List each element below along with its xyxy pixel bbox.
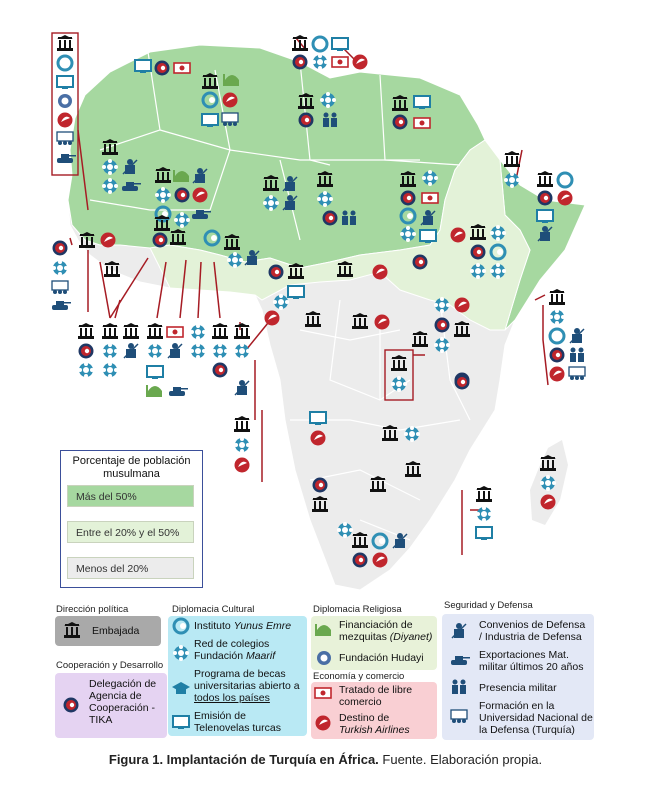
embassy-icon — [352, 532, 368, 548]
trade-icon — [414, 118, 430, 128]
legend-becas-line3: todos los países — [194, 692, 270, 704]
airline-icon — [353, 55, 368, 70]
tika-icon — [60, 694, 82, 716]
legend-destino-line1: Destino de — [339, 712, 390, 724]
tika-icon — [323, 211, 338, 226]
legend-maarif-line2 — [194, 650, 275, 662]
embassy-icon — [312, 496, 328, 512]
troops-icon — [449, 677, 469, 697]
tika-icon — [213, 363, 228, 378]
trade-icon — [174, 63, 190, 73]
legend-expo-line2: militar últimos 20 años — [479, 661, 584, 673]
embassy-icon — [337, 261, 353, 277]
legend-maarif-em: Maarif — [245, 650, 276, 662]
legend-mezq-em: (Diyanet) — [389, 631, 433, 643]
legend-embajada: Embajada — [92, 625, 140, 637]
tika-icon — [155, 61, 170, 76]
tv-icon — [414, 96, 430, 109]
legend-seguridad-title: Seguridad y Defensa — [444, 600, 533, 611]
tika-icon — [413, 255, 428, 270]
embassy-icon — [298, 93, 314, 109]
embassy-icon — [102, 139, 118, 155]
tika-icon — [53, 241, 68, 256]
classroom-icon — [222, 113, 238, 126]
legend-tele-line1: Emisión de — [194, 710, 246, 722]
embassy-icon — [123, 323, 139, 339]
airline-icon — [373, 553, 388, 568]
legend-formacion — [479, 700, 593, 736]
legend-maarif — [194, 638, 275, 662]
tika-icon — [455, 375, 470, 390]
embassy-icon — [400, 171, 416, 187]
legend-maarif-line1: Red de colegios — [194, 638, 270, 650]
embassy-icon — [212, 323, 228, 339]
tv-icon — [420, 230, 436, 243]
graduation-cap-icon — [171, 680, 191, 698]
airline-icon — [265, 311, 280, 326]
mosque-icon — [314, 621, 334, 639]
legend-yunus-em: Yunus Emre — [233, 620, 292, 632]
embassy-icon — [263, 175, 279, 191]
embassy-icon — [454, 321, 470, 337]
tika-icon — [299, 113, 314, 128]
legend-hudayi: Fundación Hudayi — [339, 652, 424, 664]
tv-icon — [202, 114, 218, 127]
embassy-icon — [292, 35, 308, 51]
trade-icon — [332, 57, 348, 67]
tika-icon — [353, 553, 368, 568]
embassy-icon — [57, 35, 73, 51]
embassy-icon — [305, 311, 321, 327]
legend-maarif-prefix: Fundación — [194, 650, 246, 662]
legend-tratado-line1: Tratado de libre — [339, 684, 413, 696]
embassy-icon — [370, 476, 386, 492]
legend-tele — [194, 710, 281, 734]
trade-icon — [167, 327, 183, 337]
embassy-icon — [352, 313, 368, 329]
tv-icon — [332, 38, 348, 51]
tv-icon — [476, 527, 492, 540]
embassy-icon — [540, 455, 556, 471]
embassy-icon — [504, 151, 520, 167]
embassy-icon — [155, 167, 171, 183]
legend-mezq-line1: Financiación de — [339, 619, 413, 631]
legend-conv-line2: / Industria de Defensa — [479, 631, 582, 643]
percent-legend — [60, 450, 203, 588]
classroom-icon — [57, 132, 73, 145]
percent-row-low: Menos del 20% — [67, 557, 194, 579]
embassy-icon — [382, 425, 398, 441]
tv-icon — [288, 286, 304, 299]
legend-politica-title: Dirección política — [56, 604, 129, 615]
embassy-icon — [104, 261, 120, 277]
classroom-icon — [569, 367, 585, 380]
embassy-icon — [392, 95, 408, 111]
hudayi-icon — [315, 649, 333, 667]
legend-tika: Delegación de Agencia de Cooperación - TIKA — [89, 678, 157, 726]
airline-icon — [550, 367, 565, 382]
classroom-icon — [52, 281, 68, 294]
airline-icon — [558, 191, 573, 206]
tika-icon — [293, 55, 308, 70]
legend-tratado — [339, 684, 412, 708]
yunus-emre-icon — [172, 617, 190, 635]
tv-icon — [135, 60, 151, 73]
embassy-icon — [170, 229, 186, 245]
legend-becas-line1: Programa de becas — [194, 668, 286, 680]
tika-icon — [550, 348, 565, 363]
legend-destino-line2 — [339, 724, 410, 736]
embassy-icon — [405, 461, 421, 477]
embassy-icon — [288, 263, 304, 279]
legend-mezq-line2 — [339, 631, 432, 643]
legend-destino-em: Turkish Airlines — [339, 724, 410, 736]
embassy-icon — [202, 73, 218, 89]
hudayi-icon — [58, 94, 72, 108]
tika-icon — [79, 344, 94, 359]
percent-row-high: Más del 50% — [67, 485, 194, 507]
legend-destino — [339, 712, 410, 736]
legend-form-line2: Universidad Nacional de — [479, 712, 593, 724]
embassy-icon — [470, 224, 486, 240]
legend-cultural-title: Diplomacia Cultural — [172, 604, 255, 615]
legend-yunus-prefix: Instituto — [194, 620, 234, 632]
legend-economia-title: Economía y comercio — [313, 671, 405, 682]
airline-icon — [311, 431, 326, 446]
airline-icon — [314, 714, 332, 732]
embassy-icon — [79, 232, 95, 248]
embassy-icon — [537, 171, 553, 187]
figure-caption — [0, 752, 651, 767]
embassy-icon — [102, 323, 118, 339]
legend-conv-line1: Convenios de Defensa — [479, 619, 586, 631]
legend-mezquitas — [339, 619, 432, 643]
airline-icon — [58, 113, 73, 128]
embassy-icon — [234, 323, 250, 339]
classroom-icon — [448, 707, 470, 727]
legend-form-line1: Formación en la — [479, 700, 555, 712]
caption-rest: Fuente. Elaboración propia. — [378, 752, 543, 767]
airline-icon — [101, 233, 116, 248]
percent-legend-title: Porcentaje de población musulmana — [72, 455, 191, 480]
embassy-icon — [154, 215, 170, 231]
legend-tratado-line2: comercio — [339, 696, 382, 708]
airline-icon — [373, 265, 388, 280]
legend-becas-line2: universitarias abierto a — [194, 680, 300, 692]
airline-icon — [223, 93, 238, 108]
embassy-icon — [234, 416, 250, 432]
percent-row-mid: Entre el 20% y el 50% — [67, 521, 194, 543]
tv-icon — [537, 210, 553, 223]
tika-icon — [175, 188, 190, 203]
tika-icon — [435, 318, 450, 333]
maarif-icon — [172, 644, 190, 662]
legend-yunus — [194, 620, 291, 632]
tika-icon — [393, 115, 408, 130]
tika-icon — [538, 191, 553, 206]
embassy-icon — [412, 331, 428, 347]
legend-convenios — [479, 619, 585, 643]
tv-icon — [57, 76, 73, 89]
embassy-icon — [147, 323, 163, 339]
embassy-icon — [317, 171, 333, 187]
airline-icon — [193, 188, 208, 203]
airline-icon — [235, 458, 250, 473]
trade-icon — [422, 193, 438, 203]
legend-mezq-line2-text: mezquitas — [339, 631, 390, 643]
tv-icon — [310, 412, 326, 425]
tank-icon — [447, 653, 471, 667]
embassy-icon — [62, 621, 82, 641]
airline-icon — [375, 315, 390, 330]
legend-presencia: Presencia militar — [479, 682, 557, 694]
legend-becas — [194, 668, 300, 704]
embassy-icon — [224, 234, 240, 250]
defense-icon — [449, 621, 469, 641]
tika-icon — [401, 191, 416, 206]
tika-icon — [313, 478, 328, 493]
airline-icon — [451, 228, 466, 243]
airline-icon — [455, 298, 470, 313]
legend-form-line3: la Defensa (Turquía) — [479, 724, 575, 736]
tv-icon — [147, 366, 163, 379]
embassy-icon — [549, 289, 565, 305]
legend-cooperacion-title: Cooperación y Desarrollo — [56, 660, 164, 671]
tika-icon — [269, 265, 284, 280]
tv-icon — [172, 714, 190, 730]
legend-exportaciones — [479, 649, 583, 673]
embassy-icon — [78, 323, 94, 339]
legend-religiosa-title: Diplomacia Religiosa — [313, 604, 402, 615]
airline-icon — [541, 495, 556, 510]
legend-tele-line2: Telenovelas turcas — [194, 722, 281, 734]
trade-icon — [313, 686, 333, 700]
tika-icon — [153, 233, 168, 248]
legend-expo-line1: Exportaciones Mat. — [479, 649, 569, 661]
tika-icon — [471, 245, 486, 260]
embassy-icon — [476, 486, 492, 502]
caption-bold: Figura 1. Implantación de Turquía en África. — [108, 752, 379, 767]
embassy-icon — [391, 355, 407, 371]
